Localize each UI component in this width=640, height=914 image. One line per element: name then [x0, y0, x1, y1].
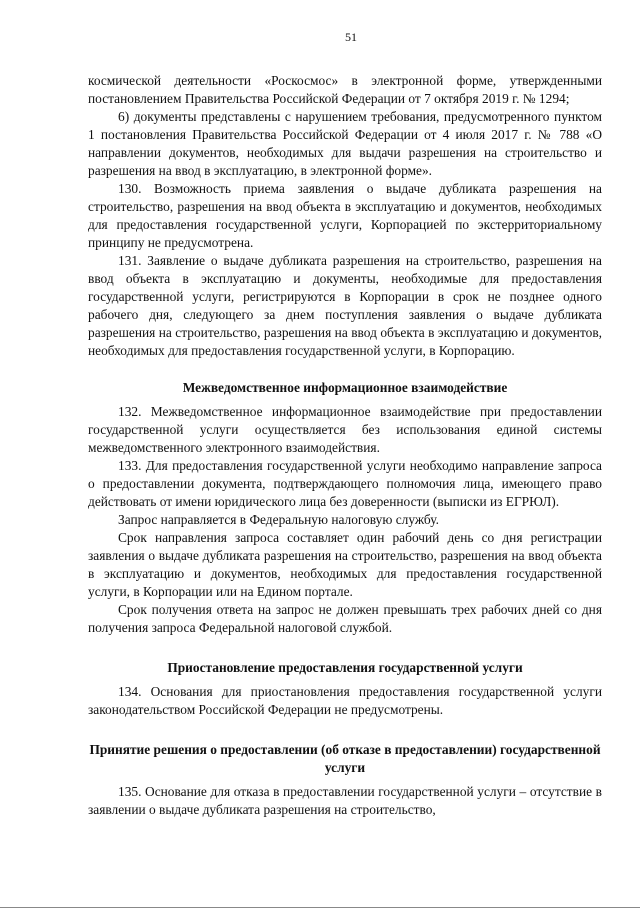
- paragraph-request-fns: Запрос направляется в Федеральную налоговую службу.: [118, 512, 439, 527]
- paragraph-130: 130. Возможность приема заявления о выдаче дубликата разрешения на строительство, разрешения на ввод объекта в эксплуатацию и документов, необходимых для предоставления государственной услуги, Корпорацией по экстерриториальному принципу не предусмотрена.: [88, 181, 602, 250]
- paragraph-continuation: космической деятельности «Роскосмос» в электронной форме, утвержденными постановлением Правительства Российской Федерации от 7 октября 2019 г. № 1294;: [88, 73, 602, 106]
- scan-edge-line: [0, 907, 640, 908]
- paragraph-134: 134. Основания для приостановления предоставления государственной услуги законодательством Российской Федерации не предусмотрены.: [88, 684, 602, 717]
- section-heading-suspension: Приостановление предоставления государственной услуги: [167, 660, 523, 675]
- section-heading-interagency: Межведомственное информационное взаимодействие: [182, 380, 508, 395]
- paragraph-item-6: 6) документы представлены с нарушением требования, предусмотренного пунктом 1 постановления Правительства Российской Федерации от 4 июля 2017 г. № 788 «О направлении документов, необходимых для выдачи разрешения на строительство и разрешения на ввод в эксплуатацию, в электронной форме».: [88, 109, 602, 178]
- section-heading-decision: Принятие решения о предоставлении (об отказе в предоставлении) государственной услуги: [89, 742, 601, 775]
- paragraph-131: 131. Заявление о выдаче дубликата разрешения на строительство, разрешения на ввод объекта в эксплуатацию и документы, необходимые для предоставления государственной услуги, регистрируются в Корпорации в срок не позднее одного рабочего дня, следующего за днем поступления заявления о выдаче дубликата разрешения на строительство, разрешения на ввод объекта в эксплуатацию и документов, необходимых для предоставления государственной услуги, в Корпорацию.: [88, 253, 602, 358]
- paragraph-132: 132. Межведомственное информационное взаимодействие при предоставлении государственной услуги осуществляется без использования единой системы межведомственного электронного взаимодействия.: [88, 404, 602, 455]
- page-number: 51: [345, 30, 357, 44]
- paragraph-133: 133. Для предоставления государственной услуги необходимо направление запроса о предоставлении документа, подтверждающего полномочия лица, имеющего право действовать от имени юридического лица без доверенности (выписки из ЕГРЮЛ).: [88, 458, 602, 509]
- paragraph-response-deadline: Срок получения ответа на запрос не должен превышать трех рабочих дней со дня получения запроса Федеральной налоговой службой.: [88, 602, 602, 635]
- paragraph-135: 135. Основание для отказа в предоставлении государственной услуги – отсутствие в заявлении о выдаче дубликата разрешения на строительство,: [88, 784, 602, 817]
- paragraph-request-deadline: Срок направления запроса составляет один рабочий день со дня регистрации заявления о выдаче дубликата разрешения на строительство, разрешения на ввод объекта в эксплуатацию и документов, необходимых для предоставления государственной услуги, в Корпорации или на Едином портале.: [88, 530, 602, 599]
